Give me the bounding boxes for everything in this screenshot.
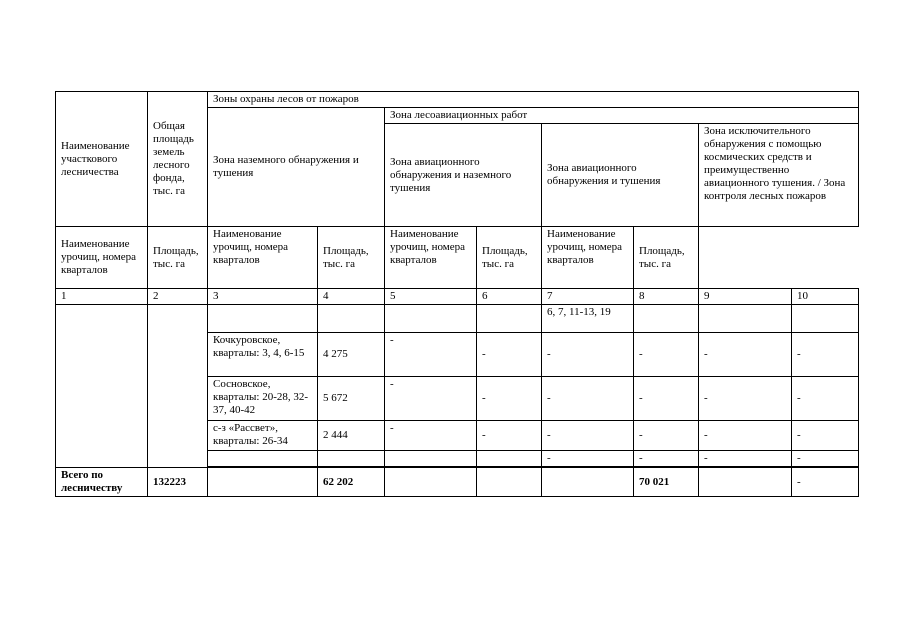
cell-dash: -	[542, 377, 634, 421]
tract-name: Кочкуровское, кварталы: 3, 4, 6-15	[208, 333, 318, 377]
header-zone-ground: Зона наземного обнаружения и тушения	[208, 108, 385, 227]
header-zone-space: Зона исключительного обнаружения с помощью космических средств и преимущественно авиационного тушения. / Зона контроля лесных пожаров	[699, 124, 859, 227]
forestry-name-cell	[56, 305, 148, 468]
cell-dash: -	[634, 377, 699, 421]
col-number: 6	[477, 289, 542, 305]
fire-zones-table	[55, 91, 859, 497]
air-area-total: 70 021	[634, 468, 699, 497]
header-area-ground: Площадь, тыс. га	[148, 227, 208, 289]
total-row	[56, 468, 859, 497]
header-name-space: Наименование урочищ, номера кварталов	[542, 227, 634, 289]
cell-dash: -	[385, 377, 477, 421]
col-number: 5	[385, 289, 477, 305]
total-label: Всего по лесничеству	[56, 468, 148, 497]
tract-area: 5 672	[318, 377, 385, 421]
cell-dash: -	[792, 421, 859, 451]
col-number: 2	[148, 289, 208, 305]
header-zone-air: Зона авиационного обнаружения и тушения	[542, 124, 699, 227]
header-area-air: Площадь, тыс. га	[477, 227, 542, 289]
cell-dash: -	[699, 333, 792, 377]
cell-dash: -	[792, 451, 859, 467]
header-name-ground: Наименование урочищ, номера кварталов	[56, 227, 148, 289]
cell-dash: -	[477, 377, 542, 421]
cell-dash: -	[542, 333, 634, 377]
tract-name: с-з «Рассвет», кварталы: 26-34	[208, 421, 318, 451]
table-row	[56, 305, 859, 333]
cell-dash: -	[385, 333, 477, 377]
col-number: 4	[318, 289, 385, 305]
cell-dash: -	[792, 468, 859, 497]
tract-area: 4 275	[318, 333, 385, 377]
col-number: 10	[792, 289, 859, 305]
header-name-air: Наименование урочищ, номера кварталов	[385, 227, 477, 289]
tract-area: 2 444	[318, 421, 385, 451]
ground-area-total: 62 202	[318, 468, 385, 497]
header-area-air-ground: Площадь, тыс. га	[318, 227, 385, 289]
header-total-area: Общая площадь земель лесного фонда, тыс. га	[148, 92, 208, 227]
cell-dash: -	[385, 421, 477, 451]
cell-dash: -	[542, 451, 634, 467]
header-zone-aviation: Зона лесоавиационных работ	[385, 108, 859, 124]
header-name-air-ground: Наименование урочищ, номера кварталов	[208, 227, 318, 289]
cell-dash: -	[634, 333, 699, 377]
col-number: 8	[634, 289, 699, 305]
tract-name: Сосновское, кварталы: 20-28, 32-37, 40-42	[208, 377, 318, 421]
cell-dash: -	[792, 377, 859, 421]
col-number: 9	[699, 289, 792, 305]
col-number: 1	[56, 289, 148, 305]
cell-dash: -	[699, 451, 792, 467]
document-page	[55, 91, 858, 497]
cell-dash: -	[477, 421, 542, 451]
header-fire-zones: Зоны охраны лесов от пожаров	[208, 92, 859, 108]
cell-dash: -	[699, 421, 792, 451]
header-zone-air-ground: Зона авиационного обнаружения и наземного тушения	[385, 124, 542, 227]
cell-dash: -	[477, 333, 542, 377]
column-number-row	[56, 289, 859, 305]
total-area-cell	[148, 305, 208, 468]
cell-dash: -	[542, 421, 634, 451]
quarters-cell: 6, 7, 11-13, 19	[542, 305, 634, 333]
cell-dash: -	[634, 451, 699, 467]
total-area-value: 132223	[148, 468, 208, 497]
col-number: 7	[542, 289, 634, 305]
cell-dash: -	[792, 333, 859, 377]
col-number: 3	[208, 289, 318, 305]
header-area-space: Площадь, тыс. га	[634, 227, 699, 289]
cell-dash: -	[634, 421, 699, 451]
header-forestry-name: Наименование участкового лесничества	[56, 92, 148, 227]
cell-dash: -	[699, 377, 792, 421]
